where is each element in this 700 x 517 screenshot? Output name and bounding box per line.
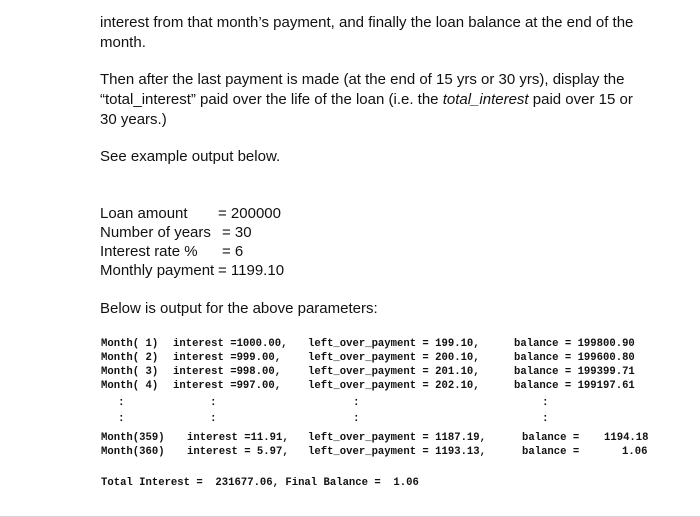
intro-line-1: interest from that month’s payment, and finally the loan balance at the end of the [100,14,634,31]
output-row-3-balance: balance = 199399.71 [514,366,635,378]
para2-line-2-start: “total_interest” paid over the life of the loan (i.e. the [100,91,443,108]
output-row-1-left-over: left_over_payment = 199.10, [308,338,480,350]
rate-label: Interest rate % [100,243,198,260]
para2-line-3: 30 years.) [100,111,167,128]
output-row-4-left-over: left_over_payment = 202.10, [308,380,480,392]
below-output-text: Below is output for the above parameters: [100,300,378,317]
years-label: Number of years [100,224,211,241]
ellipsis-col-1-a: : [118,397,125,409]
output-row-2-balance: balance = 199600.80 [514,352,635,364]
ellipsis-col-3-a: : [353,397,360,409]
payment-label: Monthly payment [100,262,215,279]
loan-amount-value: = 200000 [218,205,281,222]
para2-line-2-end: paid over 15 or [528,91,633,108]
ellipsis-col-2-a: : [210,397,217,409]
output-row-359-month: Month(359) [101,432,165,444]
output-row-2-interest: interest =999.00, [173,352,282,364]
ellipsis-col-3-b: : [353,413,360,425]
output-row-1-month: Month( 1) [101,338,159,350]
output-row-3-left-over: left_over_payment = 201.10, [308,366,480,378]
output-row-359-left-over: left_over_payment = 1187.19, [308,432,487,444]
output-row-360-interest: interest = 5.97, [187,446,289,458]
output-row-2-left-over: left_over_payment = 200.10, [308,352,480,364]
ellipsis-col-2-b: : [210,413,217,425]
see-example-text: See example output below. [100,148,281,165]
ellipsis-col-4-a: : [542,397,549,409]
output-row-360-balance-label: balance = [522,446,580,458]
payment-value: = 1199.10 [218,262,285,279]
para2-line-1: Then after the last payment is made (at the end of 15 yrs or 30 yrs), display the [100,71,625,88]
ellipsis-col-1-b: : [118,413,125,425]
output-row-360-balance-value: 1.06 [622,446,648,458]
years-value: = 30 [222,224,252,241]
total-interest-line: Total Interest = 231677.06, Final Balance = 1.06 [101,477,419,489]
output-row-4-interest: interest =997.00, [173,380,282,392]
intro-line-2: month. [100,34,146,51]
output-row-2-month: Month( 2) [101,352,159,364]
para2-line-2 [100,90,633,110]
output-row-360-left-over: left_over_payment = 1193.13, [308,446,487,458]
output-row-3-interest: interest =998.00, [173,366,282,378]
loan-amount-label: Loan amount [100,205,188,222]
output-row-4-balance: balance = 199197.61 [514,380,635,392]
output-row-359-interest: interest =11.91, [187,432,289,444]
output-row-359-balance-label: balance = [522,432,580,444]
output-row-4-month: Month( 4) [101,380,159,392]
output-row-3-month: Month( 3) [101,366,159,378]
rate-value: = 6 [222,243,244,260]
para2-line-2-italic: total_interest [442,91,529,108]
output-row-360-month: Month(360) [101,446,165,458]
ellipsis-col-4-b: : [542,413,549,425]
output-row-1-balance: balance = 199800.90 [514,338,635,350]
output-row-359-balance-value: 1194.18 [604,432,649,444]
output-row-1-interest: interest =1000.00, [173,338,288,350]
